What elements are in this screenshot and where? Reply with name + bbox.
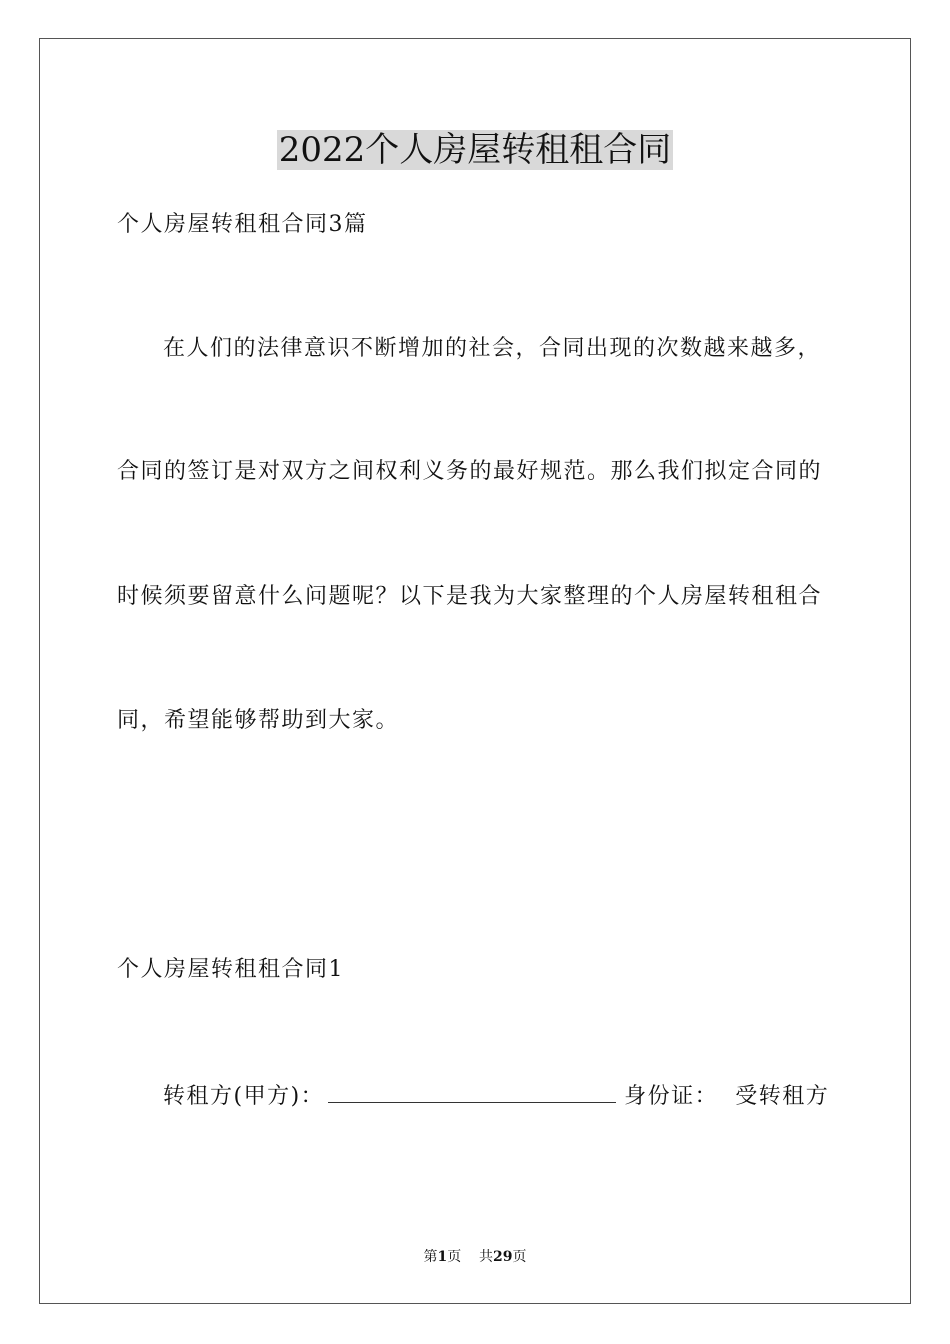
document-title-text: 2022个人房屋转租租合同	[278, 130, 672, 170]
footer-page-suffix: 页	[447, 1249, 462, 1265]
intro-line-1: 在人们的法律意识不断增加的社会，合同出现的次数越来越多，	[163, 336, 822, 361]
party-line	[163, 1080, 843, 1112]
document-subtitle: 个人房屋转租租合同3篇	[117, 212, 368, 237]
footer-total-suffix: 页	[512, 1249, 527, 1265]
lessor-label: 转租方(甲方)：	[163, 1084, 325, 1109]
section-heading: 个人房屋转租租合同1	[117, 957, 344, 982]
footer-total-prefix: 共	[479, 1249, 494, 1265]
intro-line-2: 合同的签订是对双方之间权利义务的最好规范。那么我们拟定合同的	[117, 459, 823, 484]
intro-line-4: 同，希望能够帮助到大家。	[117, 708, 400, 733]
id-card-label: 身份证：	[624, 1084, 719, 1109]
document-title	[0, 128, 950, 172]
footer-page-number: 1	[437, 1249, 448, 1265]
page-footer	[0, 1248, 950, 1266]
lessor-name-blank	[328, 1080, 616, 1103]
footer-total-pages: 29	[493, 1249, 513, 1265]
intro-line-3: 时候须要留意什么问题呢？以下是我为大家整理的个人房屋转租租合	[117, 584, 823, 609]
lessee-label: 受转租方	[735, 1084, 830, 1109]
footer-page-prefix: 第	[423, 1249, 438, 1265]
